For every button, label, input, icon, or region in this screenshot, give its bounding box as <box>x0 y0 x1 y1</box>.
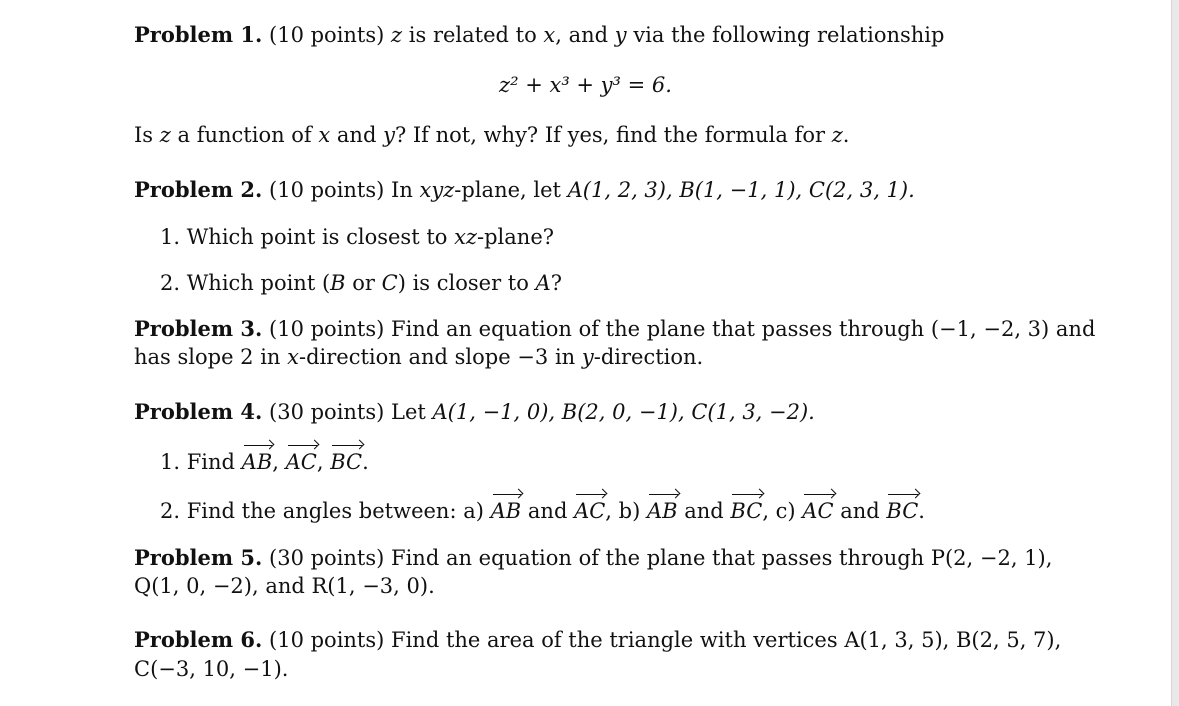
math-var: y <box>614 23 627 47</box>
text: , and <box>555 23 615 47</box>
problem-1-question <box>134 121 1034 149</box>
vector-ac: AC <box>574 499 606 523</box>
problem-4-heading: Problem 4. <box>134 399 263 424</box>
text: and <box>677 499 731 523</box>
math-var: x <box>287 345 299 369</box>
problem-3-heading: Problem 3. <box>134 316 263 341</box>
problem-3-line-1 <box>134 315 1096 343</box>
text: -direction. <box>593 345 704 369</box>
vector-ab: AB <box>490 499 522 523</box>
text: -direction and slope −3 in <box>298 345 582 369</box>
math-points: A(1, 2, 3), B(1, −1, 1), C(2, 3, 1). <box>567 178 915 202</box>
vector-ac: AC <box>285 450 317 474</box>
math-var: xyz <box>419 178 455 202</box>
problem-1-line-1 <box>134 21 1034 49</box>
math-var: z <box>391 23 403 47</box>
problem-4-line-1 <box>134 398 1034 426</box>
math-var: C <box>381 271 398 295</box>
problem-6-line-1 <box>134 626 1062 654</box>
text: (10 points) Find the area of the triangle with vertices A(1, 3, 5), B(2, 5, 7), <box>262 628 1062 652</box>
text: , c) <box>762 499 803 523</box>
math-points: A(1, −1, 0), B(2, 0, −1), C(1, 3, −2). <box>432 400 815 424</box>
math-var: B <box>330 271 346 295</box>
problem-6-heading: Problem 6. <box>134 627 263 652</box>
math-var: y <box>581 345 594 369</box>
text: -plane? <box>477 225 555 249</box>
text: (10 points) In <box>262 178 420 202</box>
text: has slope 2 in <box>134 345 288 369</box>
math-var: x <box>318 123 331 147</box>
problem-1-heading: Problem 1. <box>134 22 263 47</box>
problem-5-line-2 <box>134 572 1034 600</box>
text: a function of <box>170 123 319 147</box>
math-var: z <box>159 123 171 147</box>
text: , <box>272 450 286 474</box>
vector-bc: BC <box>330 450 363 474</box>
text: . <box>918 499 925 523</box>
text: ) is closer to <box>397 271 536 295</box>
text: (10 points) <box>262 23 392 47</box>
math-var: z <box>831 123 843 147</box>
math-var: xz <box>454 225 478 249</box>
vector-ab: AB <box>241 450 273 474</box>
vector-ab: AB <box>646 499 678 523</box>
text: ? If not, why? If yes, find the formula for <box>394 123 832 147</box>
text: and <box>833 499 887 523</box>
text: C(−3, 10, −1). <box>134 657 289 681</box>
math-var: A <box>535 271 551 295</box>
problem-5-line-1 <box>134 544 1053 572</box>
math-var: y <box>383 123 395 147</box>
math-var: x <box>543 23 556 47</box>
text: . <box>362 450 369 474</box>
text: and <box>330 123 384 147</box>
text: Q(1, 0, −2), and R(1, −3, 0). <box>134 574 435 598</box>
text: (30 points) Find an equation of the plane that passes through P(2, −2, 1), <box>262 546 1053 570</box>
text: 2. Find the angles between: a) <box>160 499 491 523</box>
problem-2-item-1 <box>160 223 1060 251</box>
text: 1. Which point is closest to <box>160 225 455 249</box>
text: and <box>521 499 575 523</box>
text: is related to <box>402 23 544 47</box>
vector-ac: AC <box>802 499 834 523</box>
problem-4-item-1 <box>160 448 1060 476</box>
problem-5-heading: Problem 5. <box>134 545 263 570</box>
problem-2-line-1 <box>134 176 1034 204</box>
text: via the following relationship <box>626 23 945 47</box>
text: , b) <box>605 499 647 523</box>
text: (30 points) Let <box>262 400 433 424</box>
text: ? <box>550 271 562 295</box>
text: 2. Which point ( <box>160 271 331 295</box>
text: (10 points) Find an equation of the plane that passes through (−1, −2, 3) and <box>262 317 1096 341</box>
text: Is <box>134 123 160 147</box>
text: , <box>316 450 331 474</box>
vector-bc: BC <box>886 499 919 523</box>
text: or <box>345 271 382 295</box>
text: -plane, let <box>454 178 568 202</box>
text: . <box>842 123 850 147</box>
problem-1-equation: z² + x³ + y³ = 6. <box>499 73 672 97</box>
problem-4-item-2 <box>160 497 1060 525</box>
problem-2-heading: Problem 2. <box>134 177 263 202</box>
problem-6-line-2 <box>134 655 1034 683</box>
vector-bc: BC <box>730 499 763 523</box>
problem-2-item-2 <box>160 269 1060 297</box>
problem-3-line-2 <box>134 343 1034 371</box>
text: 1. Find <box>160 450 242 474</box>
